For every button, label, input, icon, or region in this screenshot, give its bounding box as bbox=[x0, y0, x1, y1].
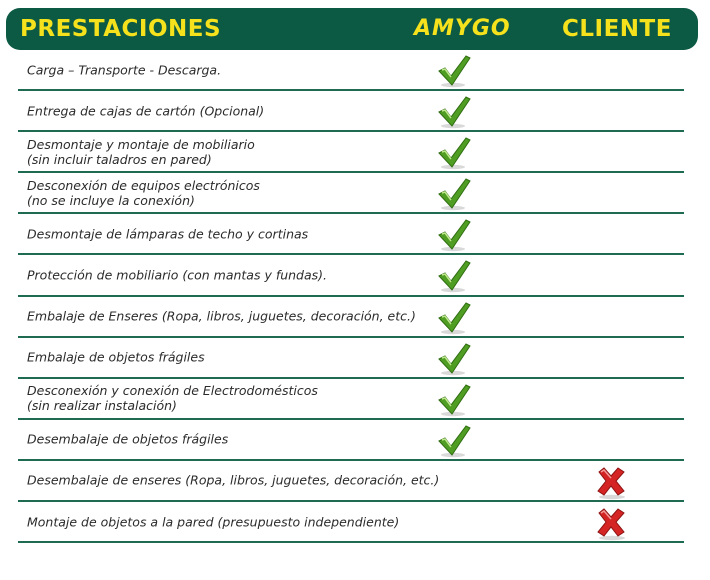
table-row bbox=[18, 420, 684, 461]
table-row bbox=[18, 50, 684, 91]
header-client: CLIENTE bbox=[562, 16, 672, 42]
table-header bbox=[6, 8, 698, 50]
service-label bbox=[27, 62, 221, 77]
table-row bbox=[18, 91, 684, 132]
table-row bbox=[18, 502, 684, 543]
service-label bbox=[27, 383, 318, 413]
check-icon bbox=[436, 342, 472, 376]
service-label bbox=[27, 350, 205, 365]
service-label-line: Desconexión y conexión de Electrodomésticos bbox=[27, 383, 318, 399]
service-label bbox=[27, 103, 264, 118]
check-icon bbox=[436, 218, 472, 252]
service-label bbox=[27, 137, 255, 167]
service-label-line: Desmontaje de lámparas de techo y cortinas bbox=[27, 226, 309, 242]
table-row bbox=[18, 132, 684, 173]
service-label-line: Desembalaje de objetos frágiles bbox=[27, 431, 229, 447]
check-icon bbox=[436, 424, 472, 458]
table-row bbox=[18, 297, 684, 338]
table-row bbox=[18, 214, 684, 255]
service-label bbox=[27, 226, 308, 241]
service-label bbox=[27, 432, 228, 447]
check-icon bbox=[436, 301, 472, 335]
service-label-line: (sin incluir taladros en pared) bbox=[27, 151, 212, 167]
service-label bbox=[27, 514, 399, 529]
table-body bbox=[18, 50, 684, 543]
service-label-line: Desembalaje de enseres (Ropa, libros, juguetes, decoración, etc.) bbox=[27, 472, 440, 488]
check-icon bbox=[436, 136, 472, 170]
cross-icon bbox=[593, 507, 629, 541]
check-icon bbox=[436, 259, 472, 293]
service-label bbox=[27, 473, 439, 488]
service-label-line: (no se incluye la conexión) bbox=[27, 192, 195, 208]
service-label-line: Montaje de objetos a la pared (presupuesto independiente) bbox=[27, 514, 400, 530]
table-row bbox=[18, 338, 684, 379]
service-label-line: Embalaje de Enseres (Ropa, libros, juguetes, decoración, etc.) bbox=[27, 308, 416, 324]
check-icon bbox=[436, 54, 472, 88]
table-row bbox=[18, 255, 684, 296]
cross-icon bbox=[593, 466, 629, 500]
table-row bbox=[18, 173, 684, 214]
table-row bbox=[18, 461, 684, 502]
service-label-line: Protección de mobiliario (con mantas y fundas). bbox=[27, 267, 328, 283]
service-label-line: Desmontaje y montaje de mobiliario bbox=[27, 136, 255, 152]
service-label-line: Entrega de cajas de cartón (Opcional) bbox=[27, 103, 265, 119]
header-services: PRESTACIONES bbox=[20, 16, 222, 42]
check-icon bbox=[436, 95, 472, 129]
service-label-line: (sin realizar instalación) bbox=[27, 398, 177, 414]
table-row bbox=[18, 379, 684, 420]
check-icon bbox=[436, 383, 472, 417]
header-amygo: AMYGO bbox=[414, 16, 511, 41]
service-label bbox=[27, 178, 260, 208]
service-label-line: Embalaje de objetos frágiles bbox=[27, 349, 205, 365]
service-label bbox=[27, 309, 416, 324]
service-label bbox=[27, 268, 327, 283]
service-label-line: Desconexión de equipos electrónicos bbox=[27, 177, 260, 193]
check-icon bbox=[436, 177, 472, 211]
service-label-line: Carga – Transporte - Descarga. bbox=[27, 62, 222, 78]
